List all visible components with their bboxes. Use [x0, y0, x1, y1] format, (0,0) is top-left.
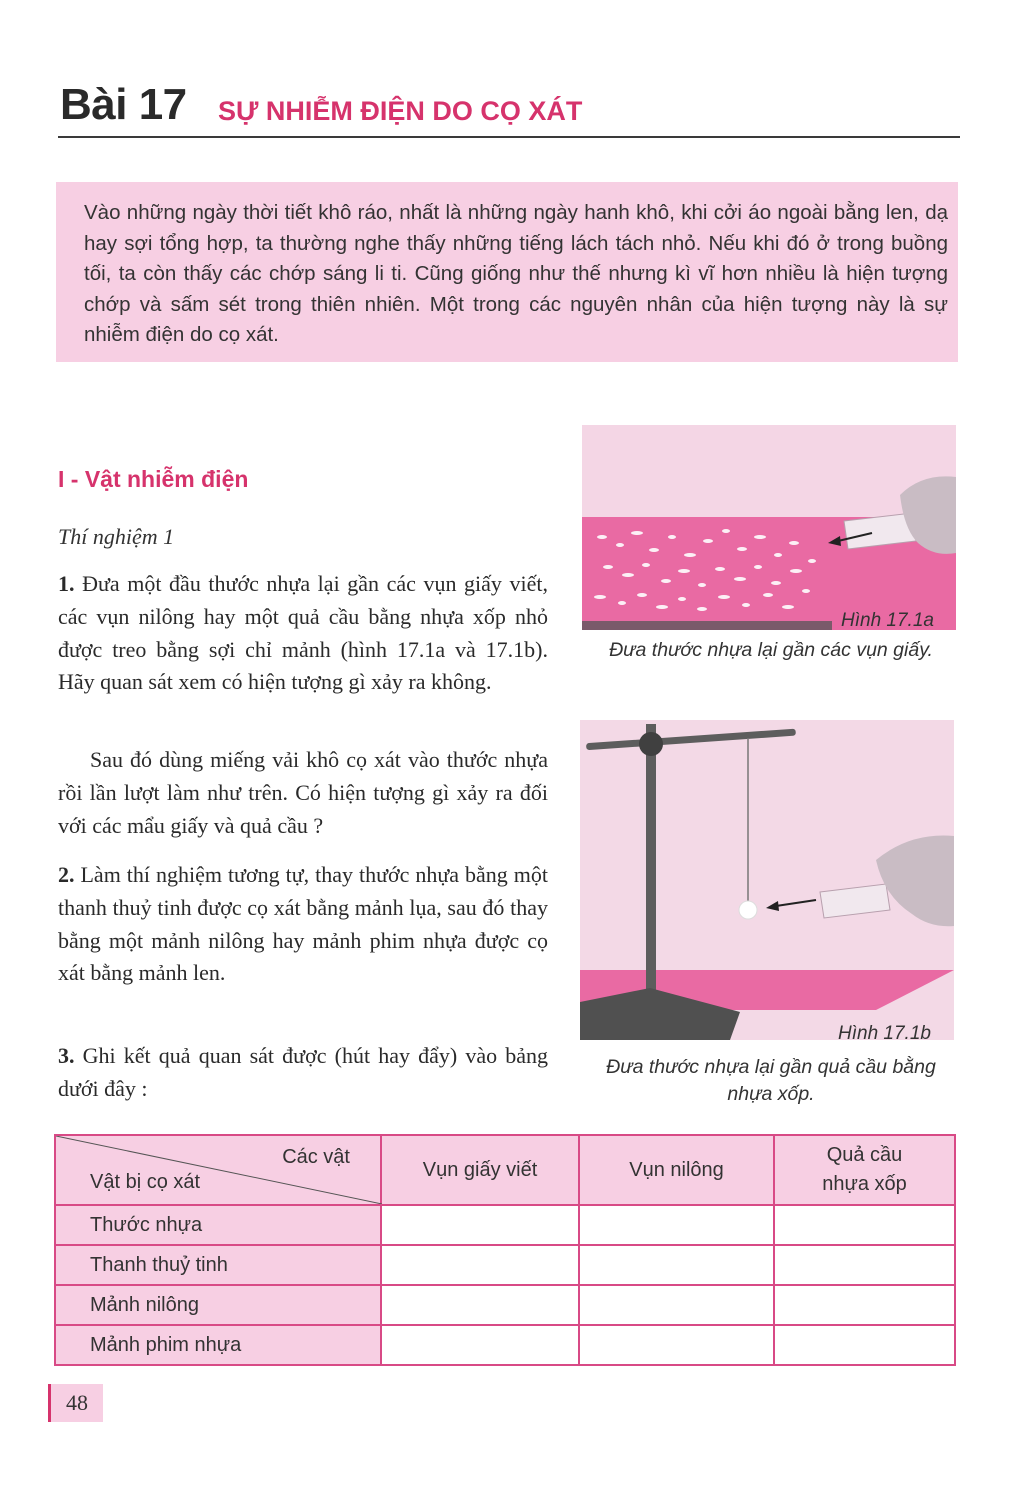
experiment-label: Thí nghiệm 1: [58, 524, 175, 549]
step-3-text: Ghi kết quả quan sát được (hút hay đẩy) vào bảng dưới đây :: [58, 1043, 548, 1101]
result-cell[interactable]: [774, 1325, 955, 1365]
result-cell[interactable]: [774, 1285, 955, 1325]
result-cell[interactable]: [381, 1245, 579, 1285]
step-1b-text: Sau đó dùng miếng vải khô cọ xát vào thước nhựa rồi lần lượt làm như trên. Có hiện tượng gì xảy ra đối với các mẩu giấy và quả cầu ?: [58, 747, 548, 838]
result-cell[interactable]: [579, 1205, 774, 1245]
intro-text: Vào những ngày thời tiết khô ráo, nhất là những ngày hanh khô, khi cởi áo ngoài bằng len, dạ hay sợi tổng hợp, ta thường nghe thấy những tiếng lách tách nhỏ. Nếu khi đó ở trong buồng tối, ta còn thấy các chớp sáng li ti. Cũng giống như thế nhưng kì vĩ hơn nhiều là hiện tượng chớp và sấm sét trong thiên nhiên. Một trong các nguyên nhân của hiện tượng này là sự nhiễm điện do cọ xát.: [84, 201, 948, 346]
column-header: Vụn nilông: [579, 1135, 774, 1205]
row-label: Thanh thuỷ tinh: [55, 1245, 381, 1285]
section-heading: I - Vật nhiễm điện: [58, 466, 249, 492]
result-cell[interactable]: [579, 1245, 774, 1285]
step-3: [58, 1040, 548, 1106]
pith-ball-illustration: [580, 720, 954, 1040]
result-cell[interactable]: [774, 1205, 955, 1245]
row-label: Thước nhựa: [55, 1205, 381, 1245]
lesson-header: [58, 78, 960, 138]
lesson-title: SỰ NHIỄM ĐIỆN DO CỌ XÁT: [218, 96, 583, 126]
step-1-continued: [58, 744, 548, 842]
figure-17-1a: [582, 425, 956, 630]
figure-a-label: Hình 17.1a: [841, 610, 934, 631]
step-1-text: Đưa một đầu thước nhựa lại gần các vụn giấy viết, các vụn nilông hay một quả cầu bằng nhựa xốp nhỏ được treo bằng sợi chỉ mảnh (hình 17.1a và 17.1b). Hãy quan sát xem có hiện tượng gì xảy ra không.: [58, 571, 549, 695]
page-number: 48: [48, 1384, 103, 1422]
table-row: [55, 1285, 955, 1325]
result-cell[interactable]: [774, 1245, 955, 1285]
figure-b-caption: Đưa thước nhựa lại gần quả cầu bằng nhựa xốp.: [606, 1056, 936, 1105]
result-cell[interactable]: [381, 1325, 579, 1365]
column-header-text: Quả cầu nhựa xốp: [822, 1144, 907, 1195]
table-row: [55, 1205, 955, 1245]
result-cell[interactable]: [381, 1285, 579, 1325]
corner-bottom-label: Vật bị cọ xát: [90, 1171, 201, 1193]
intro-box: [56, 182, 958, 362]
column-header: Vụn giấy viết: [381, 1135, 579, 1205]
result-cell[interactable]: [579, 1285, 774, 1325]
figure-17-1b: [580, 720, 954, 1040]
step-2: [58, 859, 548, 990]
corner-top-label: Các vật: [282, 1146, 350, 1168]
figure-a-caption: Đưa thước nhựa lại gần các vụn giấy.: [609, 639, 933, 661]
paper-scraps-illustration: [582, 425, 956, 630]
step-3-number: 3.: [58, 1043, 75, 1068]
table-row: [55, 1245, 955, 1285]
step-1: [58, 568, 548, 699]
step-2-number: 2.: [58, 862, 75, 887]
table-row: [55, 1325, 955, 1365]
step-1-number: 1.: [58, 571, 75, 596]
figure-b-label: Hình 17.1b: [838, 1023, 931, 1044]
column-header: [774, 1135, 955, 1205]
table-header-row: [55, 1135, 955, 1205]
result-cell[interactable]: [381, 1205, 579, 1245]
table-corner-cell: [55, 1135, 381, 1205]
result-cell[interactable]: [579, 1325, 774, 1365]
step-2-text: Làm thí nghiệm tương tự, thay thước nhựa bằng một thanh thuỷ tinh được cọ xát bằng mảnh lụa, sau đó thay bằng một mảnh nilông hay mảnh phim nhựa được cọ xát bằng mảnh len.: [58, 862, 548, 986]
results-table: [54, 1134, 956, 1366]
row-label: Mảnh phim nhựa: [55, 1325, 381, 1365]
lesson-number: Bài 17: [60, 80, 187, 129]
row-label: Mảnh nilông: [55, 1285, 381, 1325]
